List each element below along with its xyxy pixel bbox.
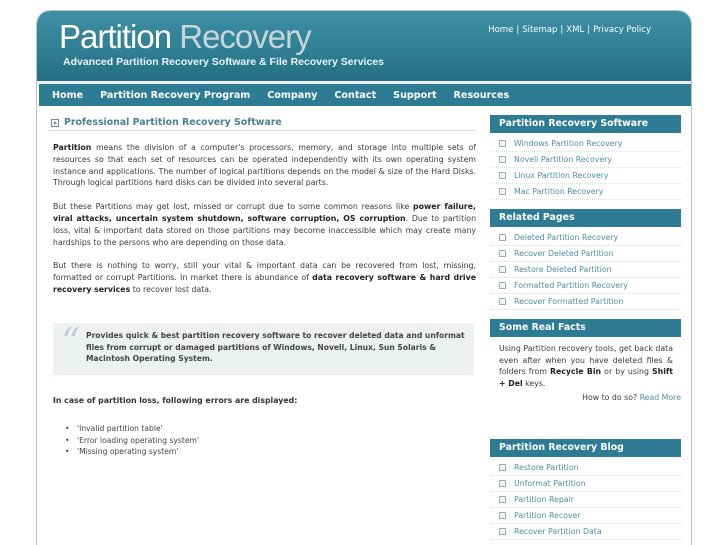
checkbox-icon <box>499 266 506 273</box>
paragraph-3-text-a: But there is nothing to worry, still your vital & important data can be recovered from lost, missing, formatted or corrupt Partitions. In market there is abundance of <box>53 261 476 283</box>
sidebar-software <box>490 115 681 200</box>
top-link-home[interactable]: Home <box>488 25 514 35</box>
sidebar-related-list <box>490 227 681 310</box>
sidebar-item-partition-repair[interactable] <box>490 492 681 508</box>
page-title: Professional Partition Recovery Software <box>64 117 282 128</box>
checkbox-icon <box>499 480 506 487</box>
error-item: • 'Missing operating system' <box>65 446 199 458</box>
sidebar-item-windows[interactable] <box>490 136 681 152</box>
paragraph-2-reasons: power failure, viral attacks, uncertain system shutdown, software corruption, OS corruption <box>53 202 476 223</box>
sidebar-item-label: Partition Repair <box>514 495 574 504</box>
paragraph-1 <box>53 142 476 189</box>
top-link-sitemap[interactable]: Sitemap <box>522 25 558 35</box>
checkbox-icon <box>499 188 506 195</box>
sidebar-facts <box>490 319 681 402</box>
top-link-privacy[interactable]: Privacy Policy <box>593 25 651 35</box>
facts-text-c: keys. <box>522 378 546 388</box>
sidebar-item-restore-partition[interactable] <box>490 460 681 476</box>
sidebar-item-label: Mac Partition Recovery <box>514 187 604 196</box>
sidebar-item-recover-formatted[interactable] <box>490 294 681 310</box>
recycle-bin-keyword: Recycle Bin <box>550 367 602 377</box>
nav-support[interactable]: Support <box>393 89 437 101</box>
sidebar-item-label: Restore Partition <box>514 463 579 472</box>
checkbox-icon <box>499 156 506 163</box>
separator: | <box>560 25 564 35</box>
paragraph-1-text: means the division of a computer's processors, memory, and storage into multiple sets of resources so that each set of resources can be operated independently with its own operating system instance and applications. The number of logical partitions depends on the model & size of the Hard Disks. Through logical partitions hard disks can be divided into several parts. <box>53 143 476 188</box>
quote-text: Provides quick & best partition recovery software to recover deleted data and unformat files from corrupt or damaged partitions of Windows, Novell, Linux, Sun Solaris & Macintosh Operating System. <box>86 331 465 364</box>
paragraph-2-text-b: . Due to partition loss, vital & important data stored on those partitions may become inaccessible which may create many hardships to the persons who are depending on those data. <box>53 213 477 247</box>
checkbox-icon <box>499 250 506 257</box>
howto-line <box>490 393 681 402</box>
checkbox-icon <box>499 512 506 519</box>
quote-mark-icon: “ <box>61 320 81 364</box>
content-heading <box>49 115 476 131</box>
sidebar-item-label: Recover Deleted Partition <box>514 249 614 258</box>
read-more-link[interactable]: Read More <box>639 393 681 403</box>
checkbox-icon <box>499 496 506 503</box>
errors-heading: In case of partition loss, following errors are displayed: <box>53 396 298 405</box>
separator: | <box>516 25 520 35</box>
errors-list <box>65 423 199 458</box>
sidebar-item-label: Recover Formatted Partition <box>514 297 624 306</box>
sidebar-item-linux[interactable] <box>490 168 681 184</box>
sidebar-related <box>490 209 681 310</box>
sidebar-item-recover-partition-data[interactable] <box>490 524 681 540</box>
sidebar-blog-title: Partition Recovery Blog <box>490 439 681 457</box>
error-item: • 'Error loading operating system' <box>65 435 199 447</box>
sidebar-item-mac[interactable] <box>490 184 681 200</box>
page-frame <box>36 10 692 545</box>
quote-block <box>53 320 474 375</box>
top-links <box>488 25 651 35</box>
main-content <box>49 115 477 457</box>
sidebar-item-restore-deleted[interactable] <box>490 262 681 278</box>
sidebar-software-list <box>490 133 681 200</box>
sidebar-item-label: Partition Recover <box>514 511 581 520</box>
facts-text-a: Using Partition recovery tools, get back data even after when you have deleted files & folders from <box>499 344 673 377</box>
sidebar-item-recover-deleted[interactable] <box>490 246 681 262</box>
nav-company[interactable]: Company <box>267 89 318 101</box>
facts-text-b: or by using <box>601 367 653 377</box>
top-link-xml[interactable]: XML <box>566 25 585 35</box>
sidebar-item-label: Restore Deleted Partition <box>514 265 612 274</box>
paragraph-3-text-b: to recover lost data. <box>130 284 212 294</box>
sidebar-related-title: Related Pages <box>490 209 681 227</box>
sidebar-blog <box>490 439 681 540</box>
sidebar-blog-list <box>490 457 681 540</box>
sidebar-item-label: Recover Partition Data <box>514 527 602 536</box>
sidebar-item-unformat-partition[interactable] <box>490 476 681 492</box>
checkbox-icon <box>499 172 506 179</box>
site-tagline: Advanced Partition Recovery Software & File Recovery Services <box>63 56 384 68</box>
paragraph-2-text-a: But these Partitions may get lost, missed or corrupt due to some common reasons like <box>53 202 414 212</box>
sidebar-item-deleted-recovery[interactable] <box>490 230 681 246</box>
site-logo[interactable] <box>59 17 311 57</box>
sidebar-item-formatted-recovery[interactable] <box>490 278 681 294</box>
sidebar-item-label: Windows Partition Recovery <box>514 139 623 148</box>
nav-resources[interactable]: Resources <box>453 89 510 101</box>
checkbox-icon <box>499 528 506 535</box>
checkbox-icon <box>499 234 506 241</box>
sidebar-item-label: Formatted Partition Recovery <box>514 281 628 290</box>
main-nav <box>39 84 691 106</box>
sidebar-item-label: Linux Partition Recovery <box>514 171 609 180</box>
arrow-bullet-icon <box>51 119 59 127</box>
paragraph-3 <box>53 260 476 295</box>
shift-del-keyword: Shift + Del <box>499 367 674 388</box>
sidebar-item-label: Unformat Partition <box>514 479 586 488</box>
nav-home[interactable]: Home <box>52 89 84 101</box>
nav-partition-recovery-program[interactable]: Partition Recovery Program <box>100 89 251 101</box>
checkbox-icon <box>499 464 506 471</box>
nav-contact[interactable]: Contact <box>334 89 377 101</box>
logo-text-partition: Partition <box>59 18 172 55</box>
site-header <box>37 11 691 81</box>
checkbox-icon <box>499 282 506 289</box>
sidebar-item-label: Novell Partition Recovery <box>514 155 612 164</box>
sidebar-item-novell[interactable] <box>490 152 681 168</box>
howto-text: How to do so? <box>582 393 638 403</box>
error-item: • 'Invalid partition table' <box>65 423 199 435</box>
facts-text <box>490 337 681 389</box>
checkbox-icon <box>499 298 506 305</box>
paragraph-3-services: data recovery software & hard drive recovery services <box>53 273 476 294</box>
separator: | <box>587 25 591 35</box>
sidebar-facts-title: Some Real Facts <box>490 319 681 337</box>
logo-text-recovery: Recovery <box>179 18 311 55</box>
sidebar-item-label: Deleted Partition Recovery <box>514 233 619 242</box>
partition-keyword: Partition <box>53 143 92 152</box>
paragraph-2 <box>53 201 476 248</box>
sidebar-item-partition-recover[interactable] <box>490 508 681 524</box>
checkbox-icon <box>499 140 506 147</box>
sidebar-software-title: Partition Recovery Software <box>490 115 681 133</box>
